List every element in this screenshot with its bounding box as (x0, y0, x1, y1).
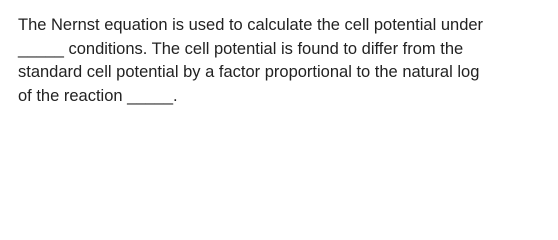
question-line-1: The Nernst equation is used to calculate the cell potential under (18, 16, 484, 34)
question-line-3: standard cell potential by a factor proportional to the natural log (18, 63, 480, 81)
question-text (18, 14, 548, 108)
question-line-2: _____ conditions. The cell potential is found to differ from the (18, 39, 464, 58)
question-line-4: of the reaction _____. (18, 86, 178, 105)
